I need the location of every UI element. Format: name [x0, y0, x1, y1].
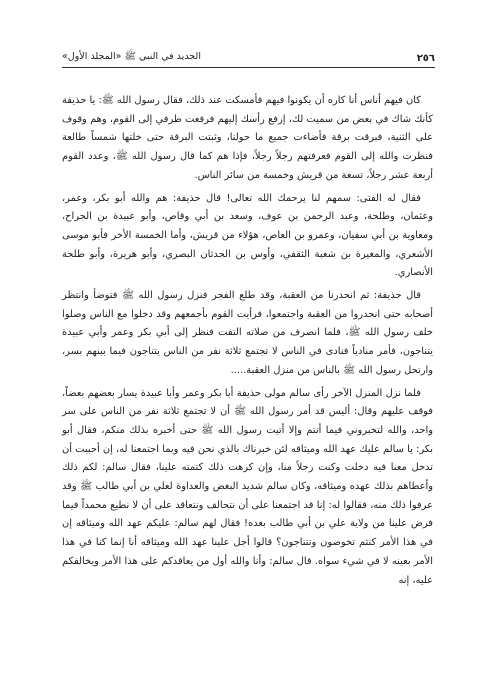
page-body: [62, 92, 433, 594]
paragraph: كان فيهم أناس أنا كاره أن يكونوا فيهم فأمسكت عند ذلك، فقال رسول الله ﷺ: يا حذيفة كأنك شاك في بعض من سميت لك، إرفع رأسك إليهم فرفعت طرفي إلى القوم، وهم وقوف على الثنية، فبرقت برقة فأضاءت جميع ما حولنا، وثبتت البرقة حتى خلتها شمساً طالعة فنظرت والله إلى القوم فعرفتهم رجلاً رجلاً، فإذا هم كما قال رسول الله ﷺ، وعدد القوم أربعة عشر رجلاً، تسعة من قريش وخمسة من سائر الناس.: [62, 95, 433, 181]
page-number: ٢٥٦: [416, 53, 435, 64]
running-title: الجديد في النبي ﷺ «المجلد الأول»: [62, 51, 201, 62]
paragraph: فلما نزل المنزل الآخر رأى سالم مولى حذيفة أبا بكر وعمر وأبا عبيدة يسار بعضهم بعضاً، فوقف عليهم وقال: أليس قد أمر رسول الله ﷺ أن لا تجتمع ثلاثة نفر من الناس على سر واحد، والله لتخبروني فيما أنتم وإلا أتيت رسول الله ﷺ حتى أخبره بذلك منكم، فقال أبو بكر: يا سالم عليك عهد الله وميثاقه لئن خبرناك بالذي نحن فيه وبما اجتمعنا له، إن أحببت أن تدخل معنا فيه دخلت وكنت رجلاً منا، وإن كرهت ذلك كتمته علينا، فقال سالم: لكم ذلك وأعطاهم بذلك عهده وميثاقه، وكان سالم شديد البغض والعداوة لعلي بن أبي طالب ﷺ وقد عرفوا ذلك منه، فقالوا له: إنا قد اجتمعنا على أن نتحالف ونتعاقد على أن لا نطيع محمداً فيما فرض علينا من ولاية علي بن أبي طالب بعده! فقال لهم سالم: عليكم عهد الله وميثاقه إن في هذا الأمر كنتم تخوضون وتتناجون؟ قالوا أجل علينا عهد الله وميثاقه أنا إنما كنا في هذا الأمر بعينه لا في شيء سواه. قال سالم: وأنا والله أول من يعاقدكم على هذا الأمر ويخالفكم عليه، إنه: [62, 387, 433, 586]
running-header: [62, 46, 435, 68]
paragraph: قال حذيفة: ثم انحدرنا من العقبة، وقد طلع الفجر فنزل رسول الله ﷺ فتوضأ وانتظر أصحابه حتى انحدروا من العقبة واجتمعوا، فرأيت القوم بأجمعهم وقد دخلوا مع الناس وصلوا خلف رسول الله ﷺ، فلما انصرف من صلاته التفت فنظر إلى أبي بكر وعمر وأبي عبيدة يتناجون، فأمر منادياً فنادى في الناس لا تجتمع ثلاثة نفر من الناس يتناجون فيما بينهم بسر، وارتحل رسول الله ﷺ بالناس من منزل العقبة.....: [62, 290, 433, 376]
paragraph: فقال له الفتى: سمهم لنا يرحمك الله تعالى! قال حذيفة: هم والله أبو بكر، وعمر، وعثمان، وطلحة، وعبد الرحمن بن عوف، وسعد بن أبي وقاص، وأبو عبيدة بن الجراح، ومعاوية بن أبي سفيان، وعمرو بن العاص، هؤلاء من قريش، وأما الخمسة الأخر فأبو موسى الأشعري، والمغيرة بن شعبة الثقفي، وأوس بن الحدثان البصري، وأبو هريرة، وأبو طلحة الأنصاري.: [62, 192, 433, 279]
